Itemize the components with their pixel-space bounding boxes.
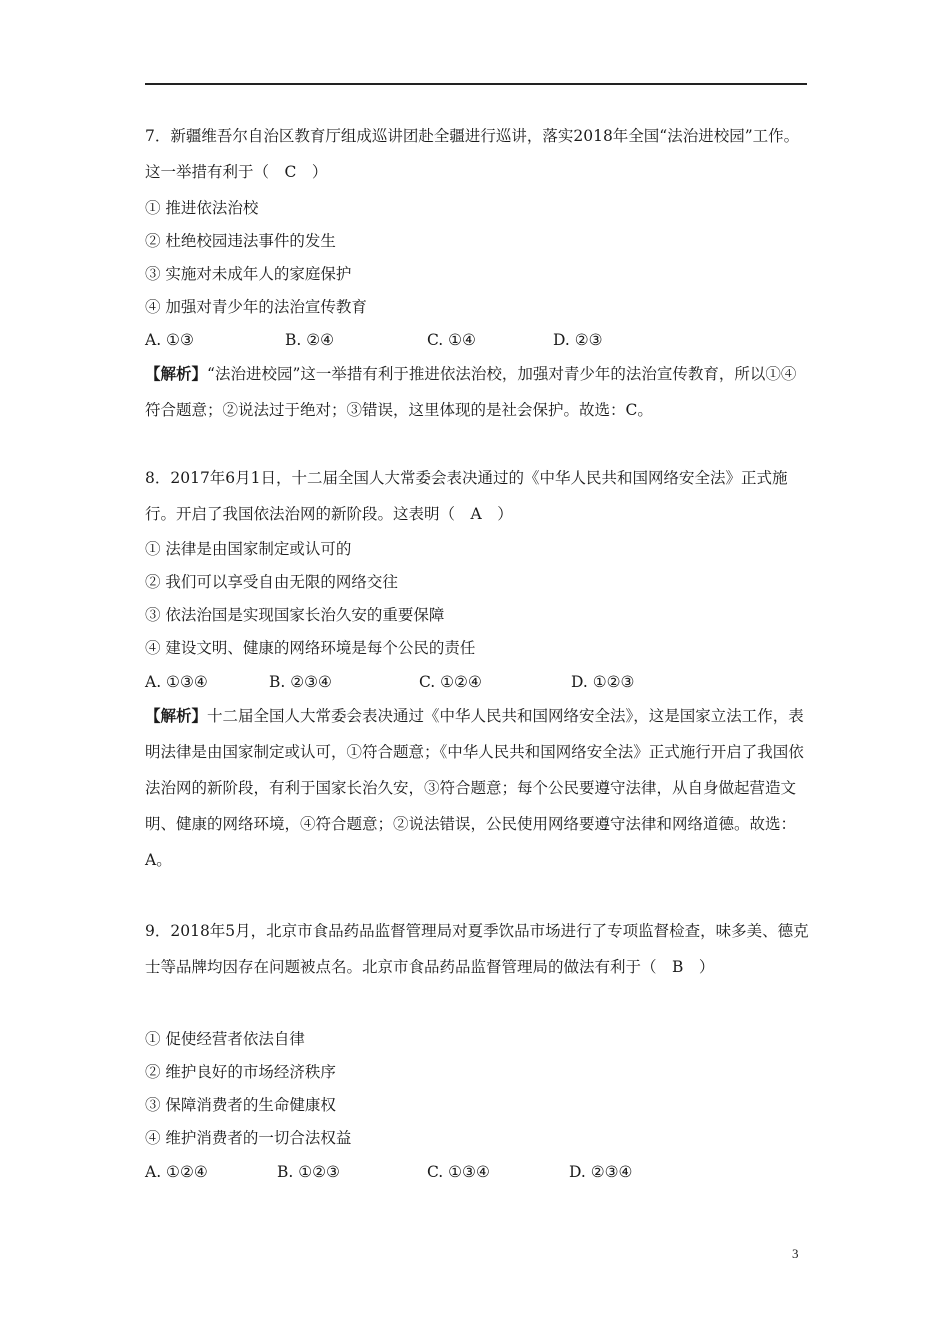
analysis-text: “法治进校园”这一举措有利于推进依法治校，加强对青少年的法治宣传教育，所以①④符合题意；②说法过于绝对；③错误，这里体现的是社会保护。故选：C。 bbox=[145, 365, 797, 419]
header-rule bbox=[145, 83, 807, 85]
analysis-text: 十二届全国人大常委会表决通过《中华人民共和国网络安全法》，这是国家立法工作，表明法律是由国家制定或认可，①符合题意；《中华人民共和国网络安全法》正式施行开启了我国依法治网的新阶段，有利于国家长治久安，③符合题意；每个公民要遵守法律，从自身做起营造文明、健康的网络环境，④符合题意；②说法错误，公民使用网络要遵守法律和网络道德。故选：A。 bbox=[145, 707, 804, 869]
option-c: C. ①②④ bbox=[419, 673, 482, 691]
page-number: 3 bbox=[792, 1246, 799, 1261]
option-d: D. ②③ bbox=[553, 331, 603, 349]
analysis-label: 【解析】 bbox=[145, 364, 208, 383]
question-8-item-3: ③ 依法治国是实现国家长治久安的重要保障 bbox=[145, 606, 445, 624]
question-9-item-3: ③ 保障消费者的生命健康权 bbox=[145, 1096, 336, 1114]
option-b: B. ②③④ bbox=[269, 673, 332, 691]
option-a: A. ①②④ bbox=[145, 1163, 208, 1181]
question-9-item-2: ② 维护良好的市场经济秩序 bbox=[145, 1063, 336, 1081]
question-7-item-1: ① 推进依法治校 bbox=[145, 199, 259, 217]
question-8-stem: 8．2017年6月1日，十二届全国人大常委会表决通过的《中华人民共和国网络安全法》正式施行。开启了我国依法治网的新阶段。这表明（ A ） bbox=[145, 469, 788, 523]
option-d: D. ①②③ bbox=[571, 673, 635, 691]
question-7-stem: 7．新疆维吾尔自治区教育厅组成巡讲团赴全疆进行巡讲，落实2018年全国“法治进校园”工作。这一举措有利于（ C ） bbox=[145, 127, 800, 181]
question-8-item-4: ④ 建设文明、健康的网络环境是每个公民的责任 bbox=[145, 639, 476, 657]
question-9-item-4: ④ 维护消费者的一切合法权益 bbox=[145, 1129, 352, 1147]
question-7-analysis bbox=[145, 356, 810, 428]
option-b: B. ①②③ bbox=[277, 1163, 340, 1181]
option-b: B. ②④ bbox=[285, 331, 335, 349]
question-9-options bbox=[145, 1162, 632, 1182]
question-7-item-3: ③ 实施对未成年人的家庭保护 bbox=[145, 265, 352, 283]
option-c: C. ①④ bbox=[427, 331, 476, 349]
question-8-item-1: ① 法律是由国家制定或认可的 bbox=[145, 540, 352, 558]
question-7-options bbox=[145, 330, 603, 350]
question-9-stem: 9．2018年5月，北京市食品药品监督管理局对夏季饮品市场进行了专项监督检查，味多美、德克士等品牌均因存在问题被点名。北京市食品药品监督管理局的做法有利于（ B ） bbox=[145, 922, 809, 976]
option-c: C. ①③④ bbox=[427, 1163, 490, 1181]
question-8-item-2: ② 我们可以享受自由无限的网络交往 bbox=[145, 573, 398, 591]
question-7-item-2: ② 杜绝校园违法事件的发生 bbox=[145, 232, 336, 250]
option-d: D. ②③④ bbox=[569, 1163, 633, 1181]
question-9-item-1: ① 促使经营者依法自律 bbox=[145, 1030, 305, 1048]
question-7-item-4: ④ 加强对青少年的法治宣传教育 bbox=[145, 298, 367, 316]
question-8-options bbox=[145, 672, 634, 692]
analysis-label: 【解析】 bbox=[145, 706, 208, 725]
option-a: A. ①③ bbox=[145, 331, 194, 349]
question-8-analysis bbox=[145, 698, 810, 878]
option-a: A. ①③④ bbox=[145, 673, 208, 691]
